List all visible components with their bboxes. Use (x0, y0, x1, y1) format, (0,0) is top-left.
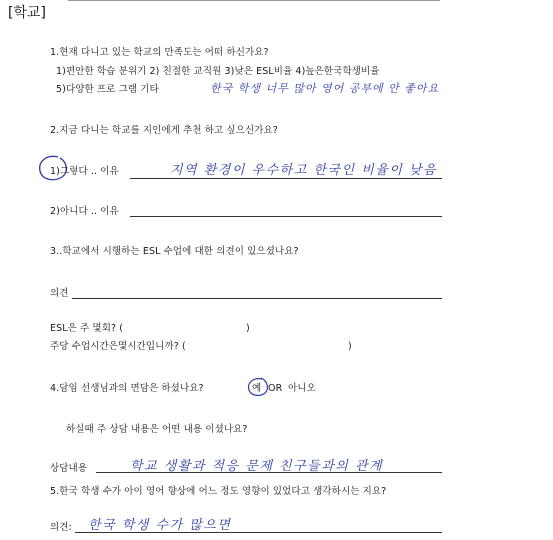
top-cut-line (68, 0, 440, 1)
q3-question: 3..학교에서 시행하는 ESL 수업에 대한 의견이 있으셨나요? (50, 246, 299, 257)
q5-opinion-label: 의견: (50, 522, 72, 533)
q1-handwritten-answer: 한국 학생 너무 많아 영어 공부에 안 좋아요 (210, 82, 440, 95)
q3-opinion-line (72, 298, 442, 299)
q4-consult-label: 상담내용 (50, 463, 88, 474)
q4-question: 4.담임 선생님과의 면담은 하셨나요? (50, 383, 204, 394)
q3-sessions-label: ESL은 주 몇회? ( (50, 323, 124, 334)
q3-opinion-label: 의견 (50, 288, 69, 299)
q1-options-line2: 5)다양한 프로 그램 기타 (56, 84, 159, 95)
q4-consult-handwritten: 학교 생활과 적응 문제 친구들과의 관계 (130, 459, 384, 474)
q2-yes-label: 1)그렇다 .. 이유 (50, 166, 119, 177)
q3-hours-close: ) (348, 341, 352, 352)
q4-sub-question: 하실때 주 상담 내용은 어떤 내용 이셨나요? (66, 424, 248, 435)
q4-or: OR (268, 383, 283, 394)
q2-no-label: 2)아니다 .. 이유 (50, 206, 119, 217)
q5-handwritten: 한국 학생 수가 많으면 (88, 518, 232, 533)
q1-question: 1.현재 다니고 있는 학교의 만족도는 어떠 하신가요? (50, 47, 269, 58)
q5-question: 5.한국 학생 수가 아이 영어 향상에 어느 정도 영향이 있었다고 생각하시는 지요? (50, 486, 387, 497)
q4-no: 아니오 (288, 383, 316, 394)
q2-yes-line (130, 178, 442, 179)
q2-question: 2.지금 다니는 학교를 지인에게 추천 하고 싶으신가요? (50, 125, 278, 136)
q2-no-line (130, 216, 442, 217)
q3-sessions-close: ) (246, 323, 250, 334)
q2-yes-handwritten: 지역 환경이 우수하고 한국인 비율이 낮음 (170, 163, 438, 178)
q3-hours-label: 주당 수업시간은몇시간입니까? ( (50, 341, 186, 352)
q1-options-line1: 1)편안한 학습 분위기 2) 친절한 교직원 3)낮은 ESL비율 4)높은한국학생비율 (56, 66, 380, 77)
section-label: [학교] (8, 5, 46, 21)
q4-yes: 예 (252, 383, 262, 394)
